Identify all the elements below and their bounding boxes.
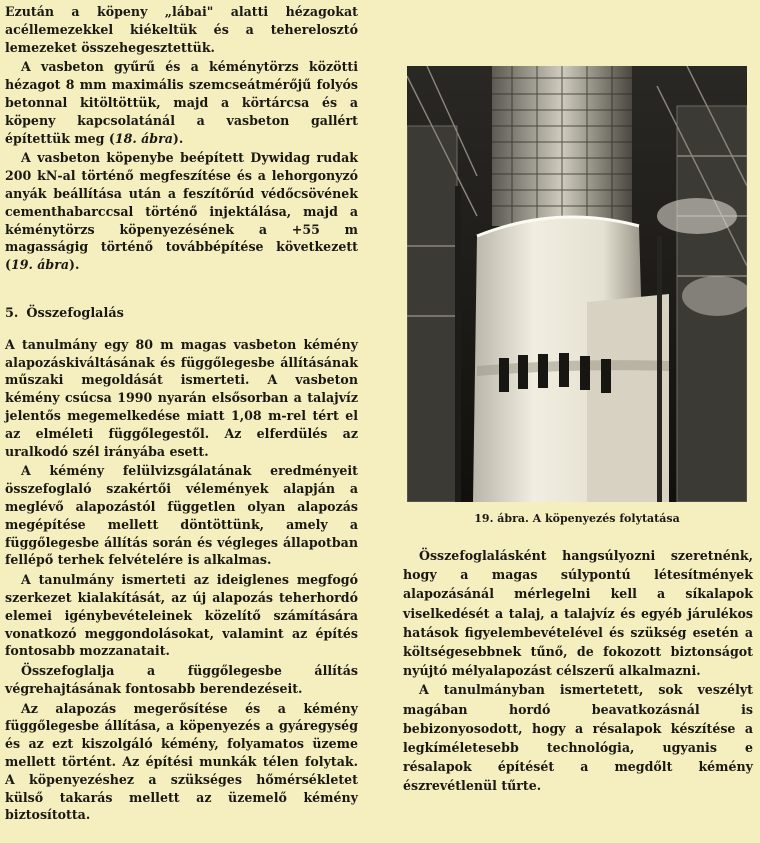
figure-reference: 19. ábra <box>10 257 70 273</box>
paragraph: A tanulmány ismerteti az ideiglenes megfogó szerkezet kialakítását, az új alapozás teherhordó elemei igénybevételeinek közelítő számítására vonatkozó meggondolásokat, valamint az építés fontosabb mozzanatait. <box>5 572 358 659</box>
paragraph: Összefoglalásként hangsúlyozni szeretnénk, hogy a magas súlypontú létesítmények alapozásánál mérlegelni kell a síkalapok viselkedését a talaj, a talajvíz és egyéb járulékos hatások figyelembevételével és szükség esetén a költségesebbnek tűnő, de fokozott biztonságot nyújtó mélyalapozást célszerű alkalmazni. <box>403 548 753 679</box>
section-number: 5. <box>5 305 19 321</box>
paragraph: Az alapozás megerősítése és a kémény függőlegesbe állítása, a köpenyezés a gyáregység és az ezt kiszolgáló kémény, folyamatos üzeme mellett történt. Az építési munkák télen folytak. A köpenyezéshez a szükséges hőmérsékletet külső takarás mellett az üzemelő kémény biztosította. <box>5 700 358 823</box>
paragraph: A vasbeton köpenybe beépített Dywidag rudak 200 kN-al történő megfeszítése és a lehorgonyzó anyák beállítása után a feszítőrúd védőcsövének cementhabarccsal történő injektálása, majd a kéménytörzs köpenyezésének a +55 m magasságig történő továbbépítése következett (19. ábra). <box>5 150 358 273</box>
right-column <box>403 546 753 796</box>
left-column <box>5 3 358 824</box>
paragraph: Ezután a köpeny „lábai" alatti hézagokat acéllemezekkel kiékeltük és a teherelosztó lemezeket összehegesztettük. <box>5 4 358 55</box>
chimney-photo <box>407 66 747 502</box>
paragraph: A tanulmányban ismertetett, sok veszélyt magában hordó beavatkozásnál is bebizonyosodott, hogy a résalapok készítése a legkíméletesebb technológia, ugyanis e résalapok építését a megdőlt kémény észrevétlenül tűrte. <box>403 682 753 794</box>
paragraph: A kémény felülvizsgálatának eredményeit összefoglaló szakértői vélemények alapján a meglévő alapozástól független olyan alapozás megépítése mellett döntöttünk, amely a függőlegesbe állítás során és végleges állapotban fellépő terhek felvételére is alkalmas. <box>5 463 358 568</box>
figure-reference: 18. ábra <box>114 130 173 146</box>
section-title: Összefoglalás <box>26 305 124 321</box>
paragraph: A vasbeton gyűrű és a kéménytörzs közötti hézagot 8 mm maximális szemcseátmérőjű folyós betonnal kitöltöttük, majd a körtárcsa és a köpeny kapcsolatánál a vasbeton gallért építettük meg (18. ábra). <box>5 59 358 146</box>
section-heading <box>5 305 358 323</box>
paragraph: Összefoglalja a függőlegesbe állítás végrehajtásának fontosabb berendezéseit. <box>5 663 358 696</box>
figure-caption: 19. ábra. A köpenyezés folytatása <box>474 512 680 525</box>
paragraph: A tanulmány egy 80 m magas vasbeton kémény alapozáskiváltásának és függőlegesbe állításának műszaki megoldását ismerteti. A vasbeton kémény csúcsa 1990 nyarán elsősorban a talajvíz jelentős megemelkedése miatt 1,08 m-rel tért el az elméleti függőlegestől. Az elferdülés az uralkodó szél irányába esett. <box>5 336 358 459</box>
